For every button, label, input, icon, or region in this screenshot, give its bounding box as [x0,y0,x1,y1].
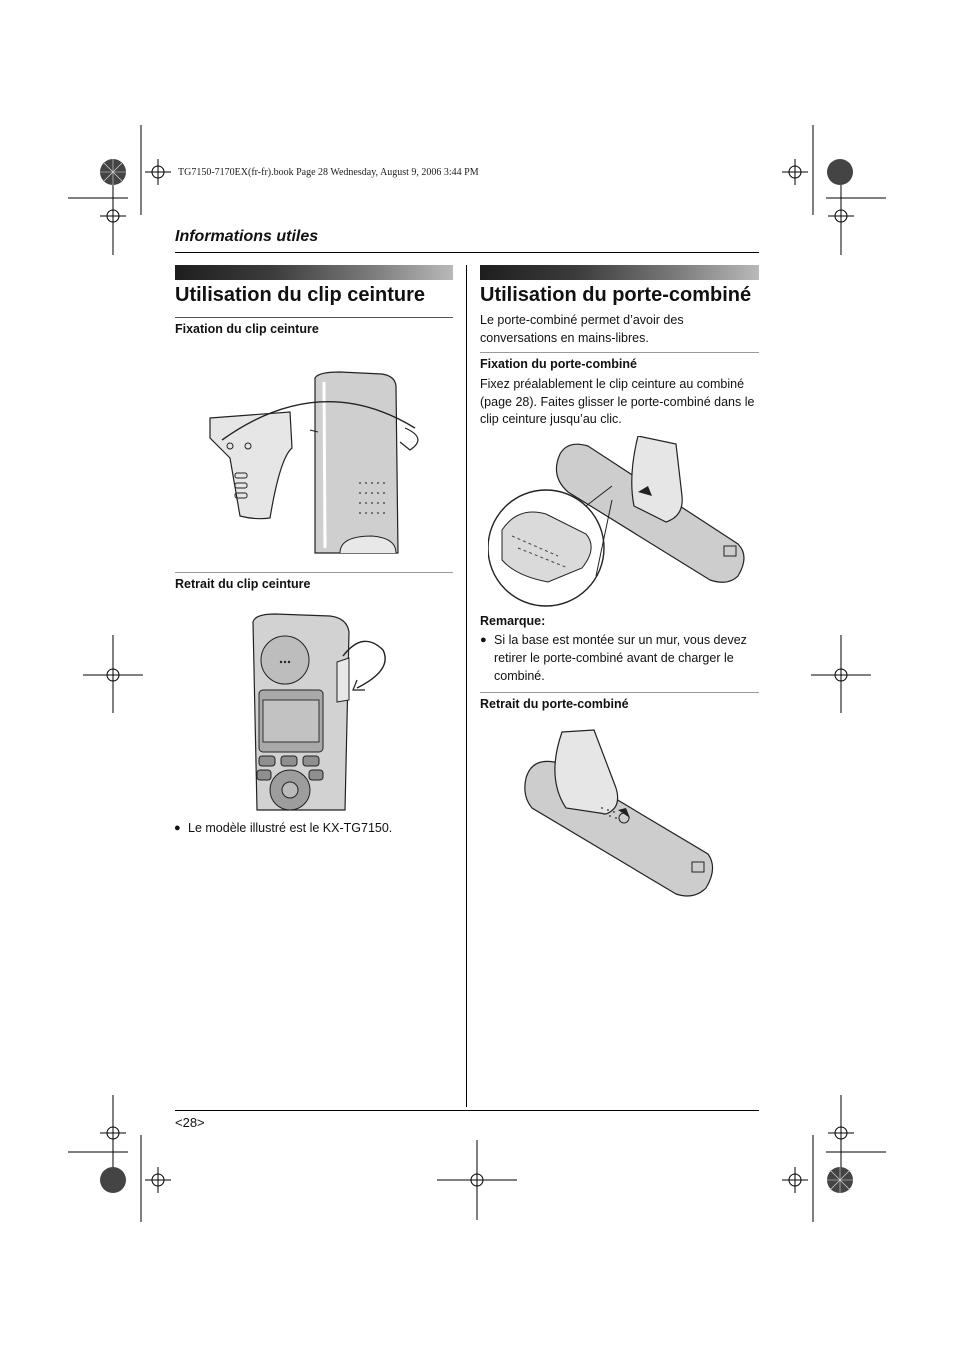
attach-holder-heading: Fixation du porte-combiné [480,357,637,371]
attach-clip-heading: Fixation du clip ceinture [175,322,319,336]
left-section-title: Utilisation du clip ceinture [175,284,426,306]
column-divider [466,265,467,1107]
right-title-bar [480,265,759,280]
belt-clip-remove-illustration [245,610,395,812]
model-note-item [174,819,453,837]
left-title-bar [175,265,453,280]
page-number: <28> [175,1115,205,1130]
holder-attach-illustration [488,436,750,608]
right-intro-text: Le porte-combiné permet d’avoir des conversations en mains-libres. [480,313,684,345]
model-note-text: Le modèle illustré est le KX-TG7150. [188,821,393,835]
belt-clip-attach-illustration [200,368,430,560]
left-title-rule [175,317,453,318]
remove-clip-heading: Retrait du clip ceinture [175,577,311,591]
book-file-header: TG7150-7170EX(fr-fr).book Page 28 Wednesday, August 9, 2006 3:44 PM [178,167,479,178]
header-rule [175,252,759,253]
right-section-title: Utilisation du porte-combiné [480,284,752,306]
section-label: Informations utiles [175,228,319,245]
bullet-icon: ● [174,822,181,834]
right-intro-rule [480,352,759,353]
right-remark-rule [480,692,759,693]
left-divider-rule [175,572,453,573]
remark-item [480,631,759,685]
attach-holder-text: Fixez préalablement le clip ceinture au combiné (page 28). Faites glisser le porte-combiné dans le clip ceinture jusqu’au clic. [480,377,755,426]
holder-remove-illustration [522,728,718,904]
bullet-icon: ● [480,634,487,646]
remark-text: Si la base est montée sur un mur, vous devez retirer le porte-combiné avant de charger le combiné. [494,633,747,683]
footer-rule [175,1110,759,1111]
remove-holder-heading: Retrait du porte-combiné [480,697,629,711]
remark-heading: Remarque: [480,614,546,628]
